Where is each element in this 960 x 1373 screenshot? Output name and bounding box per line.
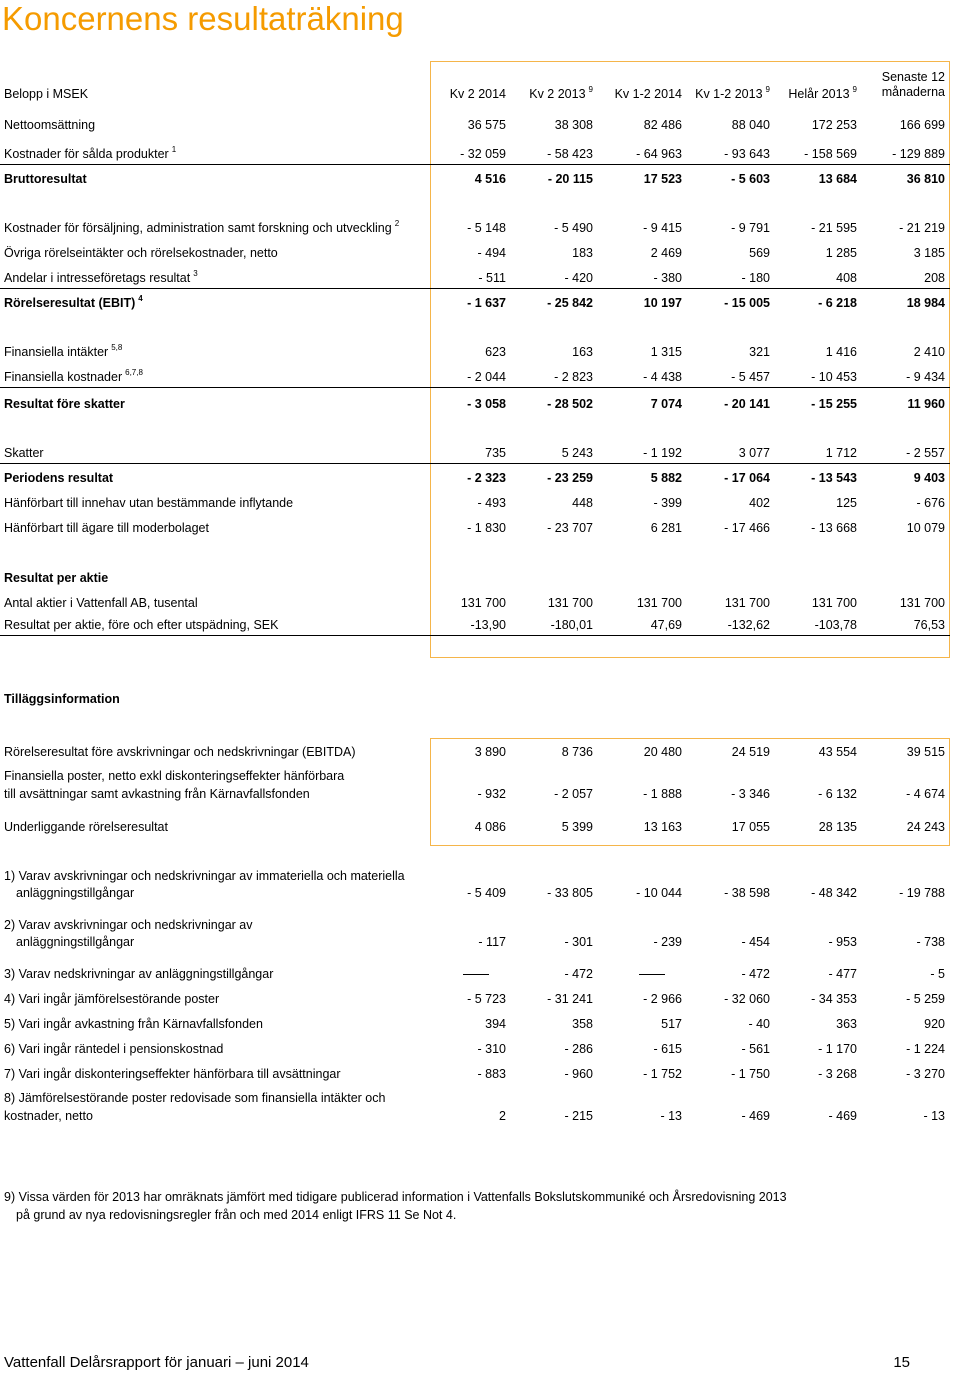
column-header: Senaste 12 månaderna (881, 70, 945, 99)
row-value: - 738 (916, 935, 945, 949)
table-row (0, 244, 960, 262)
row-value: 10 079 (906, 521, 945, 535)
row-value: 76,53 (913, 618, 945, 632)
row-value: - 1 752 (643, 1067, 682, 1081)
row-value: 623 (485, 345, 506, 359)
row-rule (0, 635, 950, 636)
row-value: - 953 (828, 935, 857, 949)
row-value: - 6 218 (818, 296, 857, 310)
row-value: - 58 423 (547, 147, 593, 161)
row-value: 9 403 (913, 471, 945, 485)
row-value: 43 554 (818, 745, 857, 759)
row-value: 131 700 (811, 596, 857, 610)
table-row (0, 916, 960, 934)
row-value: - 33 805 (547, 886, 593, 900)
table-row (0, 368, 960, 386)
row-value: - 21 219 (899, 221, 945, 235)
row-value: 1 285 (825, 246, 857, 260)
table-row (0, 519, 960, 537)
row-label: 5) Vari ingår avkastning från Kärnavfallsfonden (4, 1017, 263, 1031)
row-label: Resultat per aktie (4, 571, 109, 585)
table-row (0, 269, 960, 287)
row-value: 394 (485, 1017, 506, 1031)
row-value: - 5 148 (467, 221, 506, 235)
row-label: anläggningstillgångar (16, 935, 135, 949)
row-value: 321 (749, 345, 770, 359)
table-row (0, 494, 960, 512)
row-value: - 1 192 (643, 446, 682, 460)
row-value: 28 135 (818, 820, 857, 834)
row-value: - 9 434 (906, 370, 945, 384)
table-row (0, 1015, 960, 1033)
row-value: - 615 (653, 1042, 682, 1056)
row-value: 920 (924, 1017, 945, 1031)
row-label: Finansiella poster, netto exkl diskonteringseffekter hänförbara (4, 769, 345, 783)
row-value: 402 (749, 496, 770, 510)
row-value: - 469 (741, 1109, 770, 1123)
row-value: - 286 (564, 1042, 593, 1056)
row-value: 1 712 (825, 446, 857, 460)
row-value: - 4 674 (906, 787, 945, 801)
row-label: Rörelseresultat före avskrivningar och nedskrivningar (EBITDA) (4, 745, 356, 759)
row-value: 131 700 (547, 596, 593, 610)
row-value: 3 077 (738, 446, 770, 460)
row-label: Bruttoresultat (4, 172, 87, 186)
row-value: - 239 (653, 935, 682, 949)
row-value: - 469 (828, 1109, 857, 1123)
row-value: - 25 842 (547, 296, 593, 310)
row-label: Finansiella kostnader $^{6,7,8}$ (4, 368, 143, 384)
row-value: -13,90 (470, 618, 506, 632)
row-value: 131 700 (724, 596, 770, 610)
column-header: Kv 2 2013 $^9$ (529, 85, 593, 101)
row-value: 36 575 (467, 118, 506, 132)
row-label: Antal aktier i Vattenfall AB, tusental (4, 596, 198, 610)
row-value: - 40 (748, 1017, 770, 1031)
table-row (0, 965, 960, 983)
row-value: - 3 058 (467, 397, 506, 411)
table-row (0, 767, 960, 785)
row-value: - 472 (564, 967, 593, 981)
page-title: Koncernens resultaträkning (2, 0, 404, 37)
row-value: - 9 791 (731, 221, 770, 235)
row-value: 3 185 (913, 246, 945, 260)
row-value: - 1 170 (818, 1042, 857, 1056)
table-row (0, 743, 960, 761)
row-value: - 13 (660, 1109, 682, 1123)
table-row (0, 933, 960, 951)
row-value: 2 410 (913, 345, 945, 359)
row-value: - 215 (564, 1109, 593, 1123)
row-value: 38 308 (554, 118, 593, 132)
row-value: - 48 342 (811, 886, 857, 900)
row-value: 166 699 (899, 118, 945, 132)
table-row (0, 219, 960, 237)
row-value: - 420 (564, 271, 593, 285)
table-row (0, 867, 960, 885)
row-value: 1 315 (650, 345, 682, 359)
row-value: 24 519 (731, 745, 770, 759)
row-value: - 494 (477, 246, 506, 260)
column-header: Kv 2 2014 (449, 87, 506, 101)
table-row (0, 145, 960, 163)
table-row (0, 116, 960, 134)
table-row (0, 990, 960, 1008)
table-row (0, 469, 960, 487)
row-label: Övriga rörelseintäkter och rörelsekostnader, netto (4, 246, 278, 260)
footnote-9-line1: 9) Vissa värden för 2013 har omräknats jämfört med tidigare publicerad information i Vattenfalls Bokslutskommuniké och Årsredovisning 2013 (4, 1190, 787, 1204)
row-value: 5 399 (561, 820, 593, 834)
row-value: 36 810 (906, 172, 945, 186)
row-value: - 13 (923, 1109, 945, 1123)
row-value: - 10 453 (811, 370, 857, 384)
row-value: - 5 (930, 967, 945, 981)
row-value: - 38 598 (724, 886, 770, 900)
row-value: 39 515 (906, 745, 945, 759)
row-value: - 180 (741, 271, 770, 285)
row-label: Tilläggsinformation (4, 692, 120, 706)
row-value: - 64 963 (636, 147, 682, 161)
row-value: - 21 595 (811, 221, 857, 235)
row-value: - 5 603 (731, 172, 770, 186)
row-value: 4 516 (474, 172, 506, 186)
row-value: - 5 723 (467, 992, 506, 1006)
row-value: - 932 (477, 787, 506, 801)
row-label: Hänförbart till innehav utan bestämmande inflytande (4, 496, 294, 510)
row-value: 5 882 (650, 471, 682, 485)
row-value: 8 736 (561, 745, 593, 759)
row-value: - 2 044 (467, 370, 506, 384)
row-value: 2 469 (650, 246, 682, 260)
row-value: - 31 241 (547, 992, 593, 1006)
row-value: 3 890 (474, 745, 506, 759)
row-label: Periodens resultat (4, 471, 114, 485)
row-value: - 1 830 (467, 521, 506, 535)
row-value: 24 243 (906, 820, 945, 834)
row-label: Rörelseresultat (EBIT) $^4$ (4, 294, 143, 310)
table-row (0, 343, 960, 361)
footer-page-number: 15 (893, 1354, 910, 1371)
row-value: - 960 (564, 1067, 593, 1081)
row-value: 569 (749, 246, 770, 260)
row-value: - 5 490 (554, 221, 593, 235)
row-value: - 15 005 (724, 296, 770, 310)
column-header: Kv 1-2 2013 $^9$ (695, 85, 770, 101)
table-row (0, 395, 960, 413)
row-label: Hänförbart till ägare till moderbolaget (4, 521, 209, 535)
row-value: - 93 643 (724, 147, 770, 161)
row-label: Finansiella intäkter $^{5,8}$ (4, 343, 123, 359)
table-row (0, 444, 960, 462)
row-value: - 3 270 (906, 1067, 945, 1081)
row-value: 47,69 (650, 618, 682, 632)
row-value: - 20 115 (547, 172, 593, 186)
row-value: - 17 466 (724, 521, 770, 535)
row-value: 183 (572, 246, 593, 260)
table-row (0, 170, 960, 188)
row-value: - 883 (477, 1067, 506, 1081)
row-value: 4 086 (474, 820, 506, 834)
row-value: - 13 668 (811, 521, 857, 535)
row-value: - 23 259 (547, 471, 593, 485)
row-value: - 129 889 (892, 147, 945, 161)
row-label: Andelar i intresseföretags resultat $^3$ (4, 269, 198, 285)
row-value: - 1 224 (906, 1042, 945, 1056)
row-value: - 13 543 (811, 471, 857, 485)
row-value: - 1 750 (731, 1067, 770, 1081)
row-value: - 380 (653, 271, 682, 285)
row-value: - 2 057 (554, 787, 593, 801)
table-row (0, 1107, 960, 1125)
row-value: 6 281 (650, 521, 682, 535)
row-value: - 2 966 (643, 992, 682, 1006)
row-value: - 676 (916, 496, 945, 510)
row-value: - 5 457 (731, 370, 770, 384)
row-value: - 3 346 (731, 787, 770, 801)
row-value: 448 (572, 496, 593, 510)
row-value: - 20 141 (724, 397, 770, 411)
row-value (446, 965, 506, 983)
table-row (0, 616, 960, 634)
row-value: - 17 064 (724, 471, 770, 485)
row-value: - 472 (741, 967, 770, 981)
row-value: - 10 044 (636, 886, 682, 900)
table-row (0, 569, 960, 587)
row-value: 172 253 (811, 118, 857, 132)
footer-report-name: Vattenfall Delårsrapport för januari – juni 2014 (4, 1354, 309, 1371)
row-rule (0, 164, 950, 165)
row-value: 735 (485, 446, 506, 460)
row-rule (0, 387, 950, 388)
table-row (0, 818, 960, 836)
row-value: - 34 353 (811, 992, 857, 1006)
row-label: 6) Vari ingår räntedel i pensionskostnad (4, 1042, 224, 1056)
row-label: Kostnader för försäljning, administration samt forskning och utveckling $^2$ (4, 219, 400, 235)
row-value: 363 (836, 1017, 857, 1031)
row-value: - 2 557 (906, 446, 945, 460)
row-label: 2) Varav avskrivningar och nedskrivningar av (4, 918, 253, 932)
row-label: Kostnader för sålda produkter $^1$ (4, 145, 177, 161)
row-value: 10 197 (643, 296, 682, 310)
row-value: 11 960 (907, 397, 945, 411)
row-value: 2 (499, 1109, 506, 1123)
row-label: Underliggande rörelseresultat (4, 820, 168, 834)
row-value: - 32 059 (460, 147, 506, 161)
row-value: 7 074 (650, 397, 682, 411)
row-value: - 493 (477, 496, 506, 510)
row-value: - 511 (478, 271, 506, 285)
row-value: -180,01 (550, 618, 593, 632)
row-value: 82 486 (643, 118, 682, 132)
row-label: Nettoomsättning (4, 118, 96, 132)
row-value: 131 700 (899, 596, 945, 610)
row-value: - 2 323 (467, 471, 506, 485)
row-label: till avsättningar samt avkastning från Kärnavfallsfonden (4, 787, 310, 801)
row-rule (0, 463, 950, 464)
row-value: 17 523 (643, 172, 682, 186)
row-value: - 9 415 (643, 221, 682, 235)
table-row (0, 1040, 960, 1058)
row-value: - 15 255 (811, 397, 857, 411)
row-value: 88 040 (731, 118, 770, 132)
row-value: 20 480 (643, 745, 682, 759)
table-row (0, 1065, 960, 1083)
row-value: - 561 (741, 1042, 770, 1056)
row-value: 1 416 (825, 345, 857, 359)
row-value: 408 (836, 271, 857, 285)
row-value: - 6 132 (818, 787, 857, 801)
row-label: 3) Varav nedskrivningar av anläggningstillgångar (4, 967, 274, 981)
row-label: 8) Jämförelsestörande poster redovisade som finansiella intäkter och (4, 1091, 386, 1105)
row-value: - 5 409 (467, 886, 506, 900)
row-label: kostnader, netto (4, 1109, 93, 1123)
row-value: 131 700 (460, 596, 506, 610)
row-value: 17 055 (731, 820, 770, 834)
row-value: - 2 823 (554, 370, 593, 384)
row-value: - 32 060 (724, 992, 770, 1006)
row-value (622, 965, 682, 983)
table-row (0, 785, 960, 803)
row-value: - 1 888 (643, 787, 682, 801)
row-label: 4) Vari ingår jämförelsestörande poster (4, 992, 220, 1006)
row-value: - 23 707 (547, 521, 593, 535)
row-value: 18 984 (906, 296, 945, 310)
row-value: - 1 637 (467, 296, 506, 310)
row-value: - 4 438 (643, 370, 682, 384)
row-value: 358 (572, 1017, 593, 1031)
row-label: Resultat per aktie, före och efter utspädning, SEK (4, 618, 279, 632)
row-value: 208 (924, 271, 945, 285)
row-value: - 3 268 (818, 1067, 857, 1081)
row-value: -103,78 (814, 618, 857, 632)
table-row (0, 884, 960, 902)
row-value: - 399 (653, 496, 682, 510)
row-value: - 5 259 (906, 992, 945, 1006)
row-value: - 454 (741, 935, 770, 949)
table-row (0, 594, 960, 612)
row-value: - 117 (478, 935, 506, 949)
row-label: 1) Varav avskrivningar och nedskrivningar av immateriella och materiella (4, 869, 405, 883)
footnote-9-line2: på grund av nya redovisningsregler från och med 2014 enligt IFRS 11 Se Not 4. (16, 1208, 457, 1222)
row-value: 125 (836, 496, 857, 510)
row-label: Resultat före skatter (4, 397, 125, 411)
column-header: Helår 2013 $^9$ (788, 85, 857, 101)
nil-dash (463, 974, 489, 975)
table-row (0, 1089, 960, 1107)
row-value: - 310 (477, 1042, 506, 1056)
row-value: -132,62 (727, 618, 770, 632)
row-value: 13 163 (643, 820, 682, 834)
table-row (0, 294, 960, 312)
row-value: 131 700 (636, 596, 682, 610)
row-value: - 19 788 (899, 886, 945, 900)
nil-dash (639, 974, 665, 975)
row-value: - 28 502 (547, 397, 593, 411)
row-value: - 301 (564, 935, 593, 949)
row-value: 163 (572, 345, 593, 359)
row-value: 13 684 (818, 172, 857, 186)
row-value: - 477 (828, 967, 857, 981)
column-header: Kv 1-2 2014 (614, 87, 682, 101)
row-rule (0, 288, 950, 289)
header-label: Belopp i MSEK (4, 87, 89, 101)
row-label: Skatter (4, 446, 44, 460)
row-value: 5 243 (561, 446, 593, 460)
row-label: anläggningstillgångar (16, 886, 135, 900)
row-value: 517 (661, 1017, 682, 1031)
row-label: 7) Vari ingår diskonteringseffekter hänförbara till avsättningar (4, 1067, 341, 1081)
table-row (0, 690, 960, 708)
row-value: - 158 569 (804, 147, 857, 161)
